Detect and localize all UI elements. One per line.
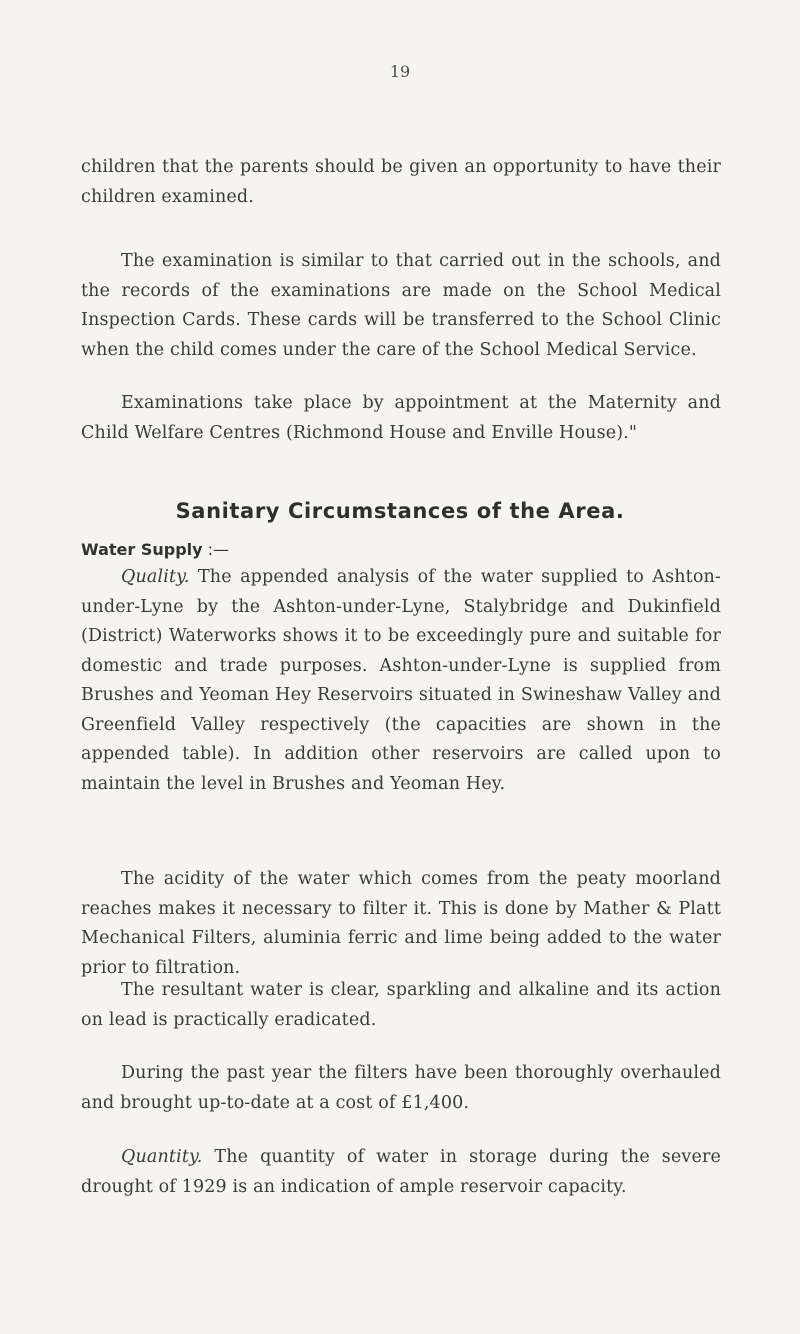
section-heading: Sanitary Circumstances of the Area.: [175, 499, 625, 523]
paragraph-water-resultant: The resultant water is clear, sparkling and alkaline and its action on lead is practically eradicated.: [81, 980, 721, 1030]
paragraph-water-quantity: [81, 1143, 721, 1202]
paragraph-exam-appointments: Examinations take place by appointment at the Maternity and Child Welfare Centres (Richmond House and Enville House).": [81, 393, 721, 443]
paragraph-exam-description: The examination is similar to that carried out in the schools, and the records of the examinations are made on the School Medical Inspection Cards. These cards will be transferred to the School Clinic when the child comes under the care of the School Medical Service.: [81, 251, 721, 360]
quality-label: Quality.: [121, 567, 190, 587]
quantity-label: Quantity.: [121, 1147, 203, 1167]
water-supply-subheading: [81, 540, 721, 559]
page-number: 19: [389, 62, 411, 81]
paragraph-water-quality: [81, 563, 721, 799]
subheading-suffix: :—: [202, 540, 230, 559]
paragraph-exam-opportunity: children that the parents should be given an opportunity to have their children examined.: [81, 157, 721, 207]
quantity-text: The quantity of water in storage during the severe drought of 1929 is an indication of ample reservoir capacity.: [81, 1147, 721, 1197]
quality-text: The appended analysis of the water supplied to Ashton-under-Lyne by the Ashton-under-Lyne, Stalybridge and Dukinfield (District) Waterworks shows it to be exceedingly pure and suitable for domestic and trade purposes. Ashton-under-Lyne is supplied from Brushes and Yeoman Hey Reservoirs situated in Swineshaw Valley and Greenfield Valley respectively (the capacities are shown in the appended table). In addition other reservoirs are called upon to maintain the level in Brushes and Yeoman Hey.: [81, 567, 721, 794]
subheading-title: Water Supply: [81, 540, 203, 559]
paragraph-water-acidity: The acidity of the water which comes from the peaty moorland reaches makes it necessary to filter it. This is done by Mather & Platt Mechanical Filters, aluminia ferric and lime being added to the water prior to filtration.: [81, 869, 721, 978]
paragraph-filters-overhaul: During the past year the filters have been thoroughly overhauled and brought up-to-date at a cost of £1,400.: [81, 1063, 721, 1113]
